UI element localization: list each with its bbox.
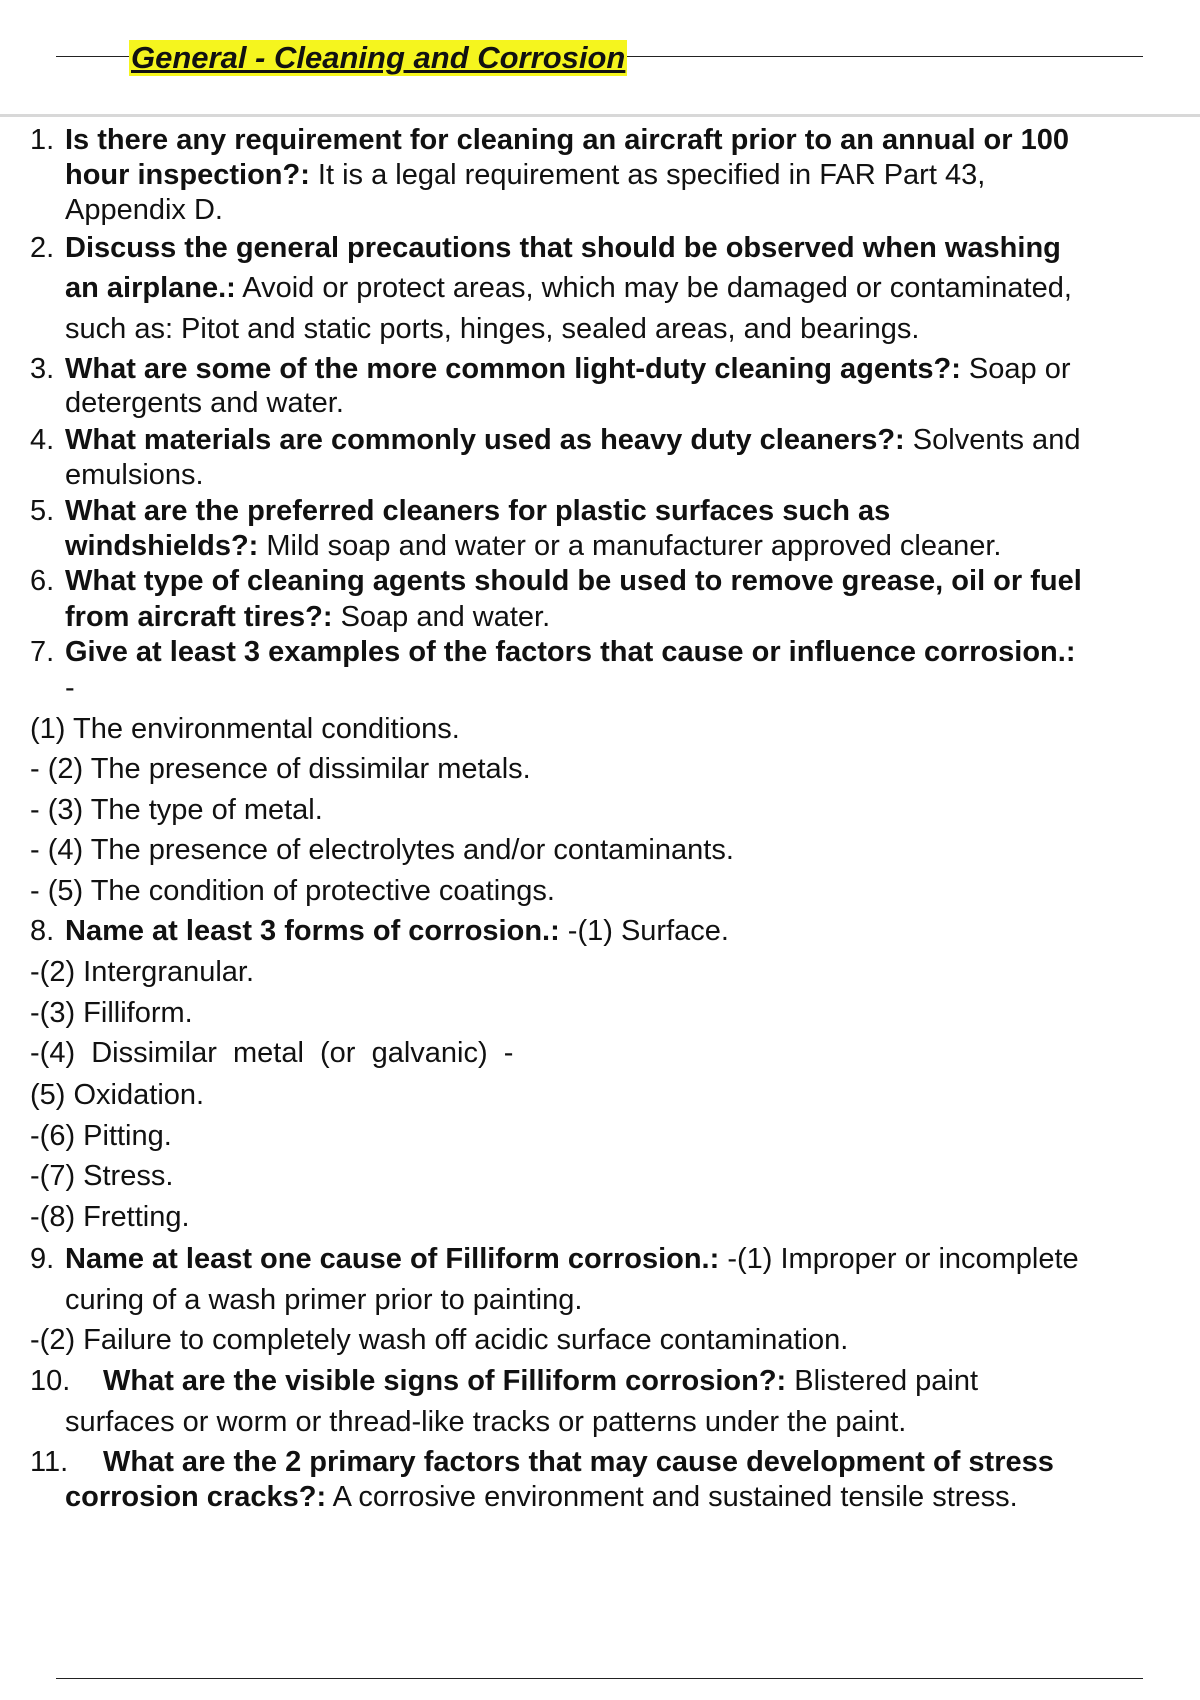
list-item: -(2) Intergranular. bbox=[30, 956, 255, 988]
question-text: Name at least one cause of Filliform corrosion.: -(1) Improper or incomplete bbox=[65, 1243, 1079, 1275]
question-number: 7. bbox=[30, 636, 55, 668]
question-2-line-2: an airplane.: Avoid or protect areas, which may be damaged or contaminated, bbox=[65, 272, 1072, 304]
question-4-line-2: emulsions. bbox=[65, 459, 204, 491]
list-item: -(3) Filliform. bbox=[30, 997, 193, 1029]
question-9-line-2: curing of a wash primer prior to painting. bbox=[65, 1284, 583, 1316]
question-number: 1. bbox=[30, 124, 55, 156]
question-7-line-2: - bbox=[65, 672, 75, 704]
list-item: -(8) Fretting. bbox=[30, 1201, 190, 1233]
question-text: Discuss the general precautions that should be observed when washing bbox=[65, 232, 1061, 264]
question-number: 3. bbox=[30, 353, 55, 385]
question-number: 4. bbox=[30, 424, 55, 456]
question-text: What are the 2 primary factors that may cause development of stress bbox=[103, 1446, 1054, 1478]
list-item: (5) Oxidation. bbox=[30, 1079, 205, 1111]
list-item: - (3) The type of metal. bbox=[30, 794, 323, 826]
question-number: 5. bbox=[30, 495, 55, 527]
list-item: - (4) The presence of electrolytes and/or contaminants. bbox=[30, 834, 734, 866]
question-text: What type of cleaning agents should be used to remove grease, oil or fuel bbox=[65, 565, 1082, 597]
list-item: -(2) Failure to completely wash off acidic surface contamination. bbox=[30, 1324, 849, 1356]
question-text: Give at least 3 examples of the factors that cause or influence corrosion.: bbox=[65, 636, 1076, 668]
question-number: 6. bbox=[30, 565, 55, 597]
header-divider bbox=[0, 114, 1200, 117]
list-item: (1) The environmental conditions. bbox=[30, 713, 460, 745]
question-1-line-3: Appendix D. bbox=[65, 194, 223, 226]
question-1-line-2: hour inspection?: It is a legal requirement as specified in FAR Part 43, bbox=[65, 159, 986, 191]
question-text: What are the visible signs of Filliform corrosion?: Blistered paint bbox=[103, 1365, 979, 1397]
question-5-line-2: windshields?: Mild soap and water or a manufacturer approved cleaner. bbox=[65, 530, 1002, 562]
question-number: 2. bbox=[30, 232, 55, 264]
question-2-line-3: such as: Pitot and static ports, hinges, sealed areas, and bearings. bbox=[65, 313, 920, 345]
question-text: Name at least 3 forms of corrosion.: -(1) Surface. bbox=[65, 915, 729, 947]
list-item: -(6) Pitting. bbox=[30, 1120, 172, 1152]
title-row bbox=[56, 40, 1143, 80]
question-number: 9. bbox=[30, 1243, 55, 1275]
question-6-line-2: from aircraft tires?: Soap and water. bbox=[65, 601, 551, 633]
question-number: 11. bbox=[30, 1446, 69, 1478]
footer-rule bbox=[56, 1678, 1143, 1679]
question-text: Is there any requirement for cleaning an aircraft prior to an annual or 100 bbox=[65, 124, 1069, 156]
question-number: 10. bbox=[30, 1365, 71, 1397]
question-number: 8. bbox=[30, 915, 55, 947]
page-title: General - Cleaning and Corrosion bbox=[131, 40, 626, 75]
question-text: What are some of the more common light-duty cleaning agents?: Soap or bbox=[65, 353, 1071, 385]
list-item: - (2) The presence of dissimilar metals. bbox=[30, 753, 531, 785]
question-text: What materials are commonly used as heavy duty cleaners?: Solvents and bbox=[65, 424, 1081, 456]
list-item: - (5) The condition of protective coatings. bbox=[30, 875, 555, 907]
question-text: What are the preferred cleaners for plastic surfaces such as bbox=[65, 495, 891, 527]
list-item: -(7) Stress. bbox=[30, 1160, 174, 1192]
question-11-line-2: corrosion cracks?: A corrosive environment and sustained tensile stress. bbox=[65, 1481, 1018, 1513]
question-10-line-2: surfaces or worm or thread-like tracks or patterns under the paint. bbox=[65, 1406, 907, 1438]
question-3-line-2: detergents and water. bbox=[65, 387, 344, 419]
list-item: -(4) Dissimilar metal (or galvanic) - bbox=[30, 1037, 514, 1069]
